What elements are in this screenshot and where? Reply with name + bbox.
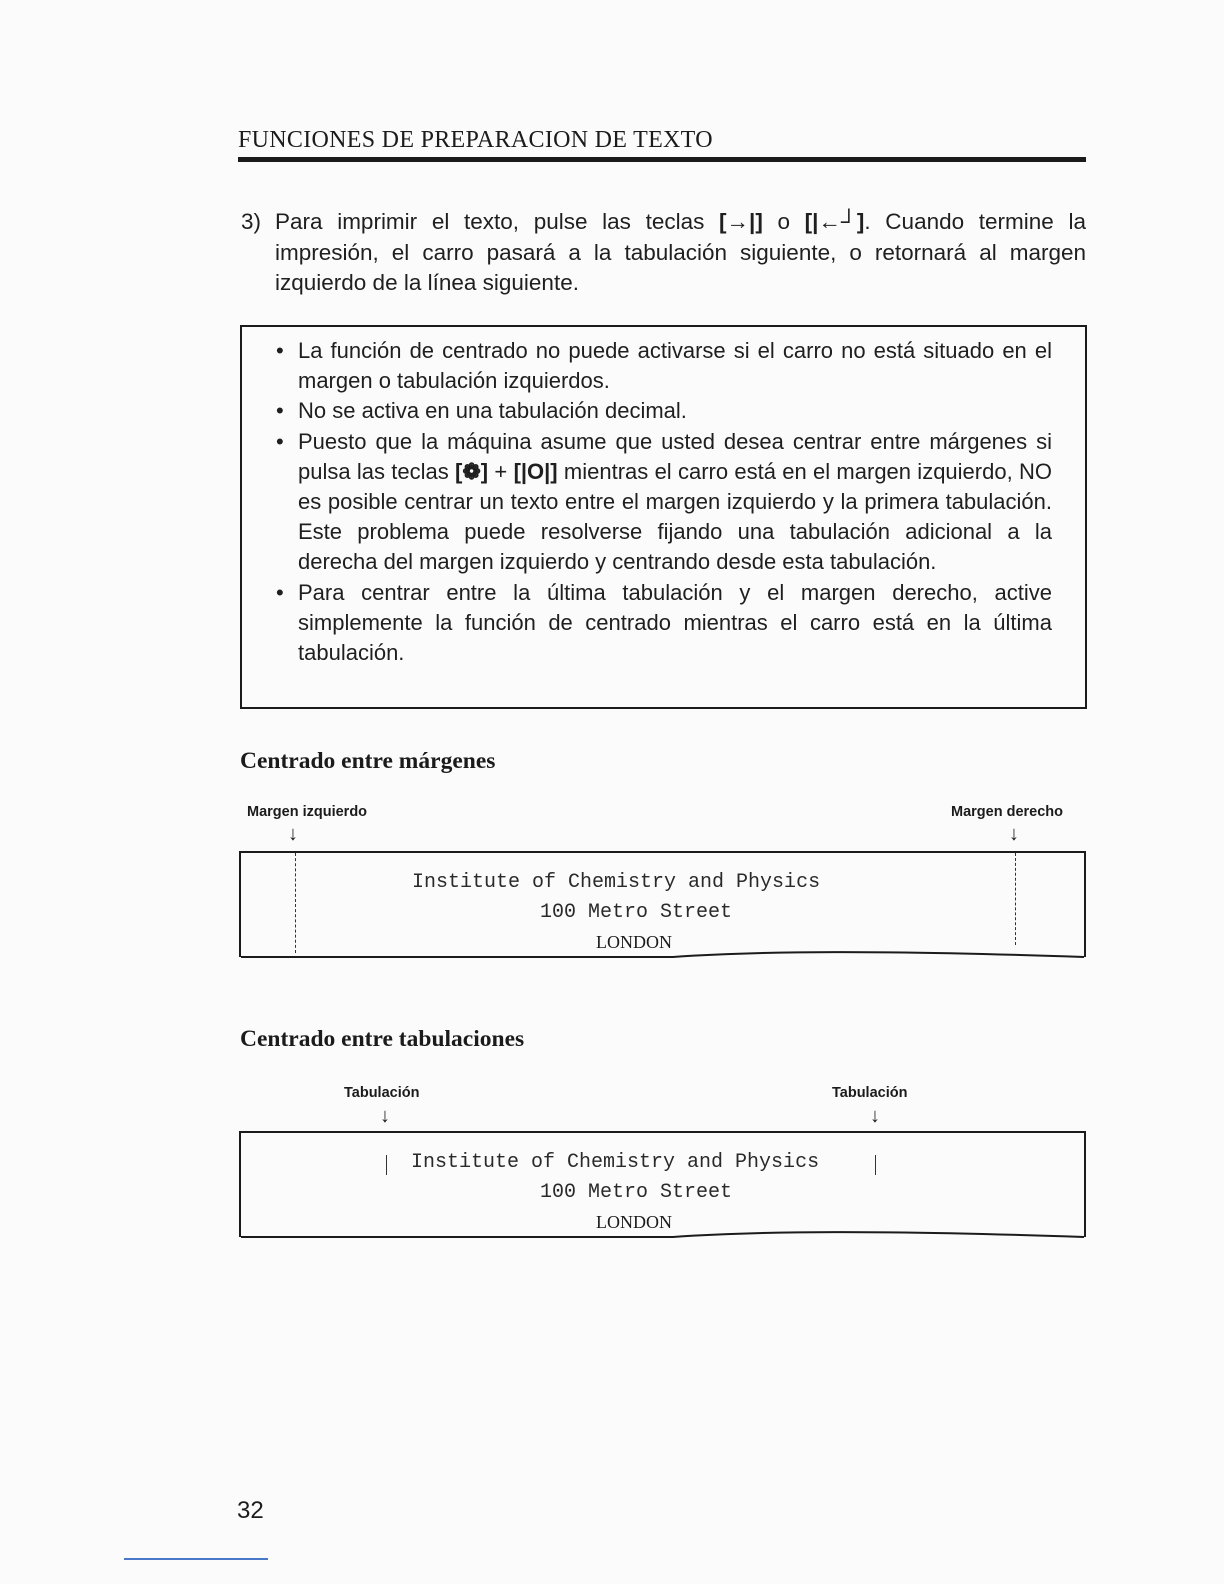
notes-box	[240, 325, 1087, 709]
tab-key-icon: [→|]	[719, 209, 763, 234]
left-margin-label: Margen izquierdo	[247, 804, 368, 820]
tab-label-left: Tabulación	[344, 1085, 420, 1101]
left-tab-marker	[386, 1155, 387, 1175]
return-key-icon: [|←┘]	[804, 209, 865, 234]
down-arrow-icon: ↓	[288, 823, 298, 845]
paper-sample-tabs	[239, 1131, 1086, 1237]
sample-line-1: Institute of Chemistry and Physics	[411, 1151, 820, 1174]
paper-sample-margins	[239, 851, 1086, 957]
note-item: • La función de centrado no puede activarse si el carro no está situado en el margen o tabulación izquierdos.	[276, 338, 1052, 394]
down-arrow-icon: ↓	[1009, 823, 1019, 845]
right-margin-line	[1015, 853, 1016, 945]
sample-line-1: Institute of Chemistry and Physics	[412, 871, 821, 894]
down-arrow-icon: ↓	[380, 1105, 390, 1127]
center-key-icon: [|O|]	[513, 458, 558, 484]
bullet-icon: •	[276, 428, 284, 454]
step-text: Para imprimir el texto, pulse las teclas [→|] o [|←┘]. Cuando termine la impresión, el carro pasará a la tabulación siguiente, o retornará al margen izquierdo de la línea siguiente.	[275, 209, 1086, 295]
footer-line	[124, 1558, 268, 1560]
bullet-icon: •	[276, 579, 284, 605]
paper-torn-edge	[241, 951, 1084, 961]
step-3	[241, 207, 1086, 299]
note-item: • Puesto que la máquina asume que usted desea centrar entre márgenes si pulsa las teclas [❁] + [|O|] mientras el carro está en el margen izquierdo, NO es posible centrar un texto entre el margen izquierdo y la primera tabulación. Este problema puede resolverse fijando una tabulación adicional a la derecha del margen izquierdo y centrando desde esta tabulación.	[276, 428, 1052, 575]
right-tab-marker	[875, 1155, 876, 1175]
sample-line-2: 100 Metro Street	[540, 901, 733, 924]
page-number: 32	[237, 1497, 264, 1524]
note-item: • Para centrar entre la última tabulación y el margen derecho, active simplemente la función de centrado mientras el carro está en la última tabulación.	[276, 579, 1052, 666]
left-margin-line	[295, 853, 296, 953]
tab-label-right: Tabulación	[832, 1085, 908, 1101]
sample-line-2: 100 Metro Street	[540, 1181, 733, 1204]
bullet-icon: •	[276, 338, 284, 363]
right-margin-label: Margen derecho	[951, 804, 1063, 820]
step-number: 3)	[241, 209, 262, 234]
notes-list	[276, 336, 1052, 668]
sample-line-3: LONDON	[596, 1212, 672, 1232]
page-header: FUNCIONES DE PREPARACION DE TEXTO	[238, 127, 713, 153]
note-item: • No se activa en una tabulación decimal.	[276, 396, 1052, 426]
header-rule	[238, 157, 1086, 162]
section-title-tabs: Centrado entre tabulaciones	[240, 1026, 525, 1052]
down-arrow-icon: ↓	[870, 1105, 880, 1127]
bullet-icon: •	[276, 398, 284, 424]
paper-torn-edge	[241, 1231, 1084, 1241]
section-title-margins: Centrado entre márgenes	[240, 748, 496, 774]
code-key-icon: [❁]	[455, 458, 489, 484]
sample-line-3: LONDON	[596, 932, 672, 952]
